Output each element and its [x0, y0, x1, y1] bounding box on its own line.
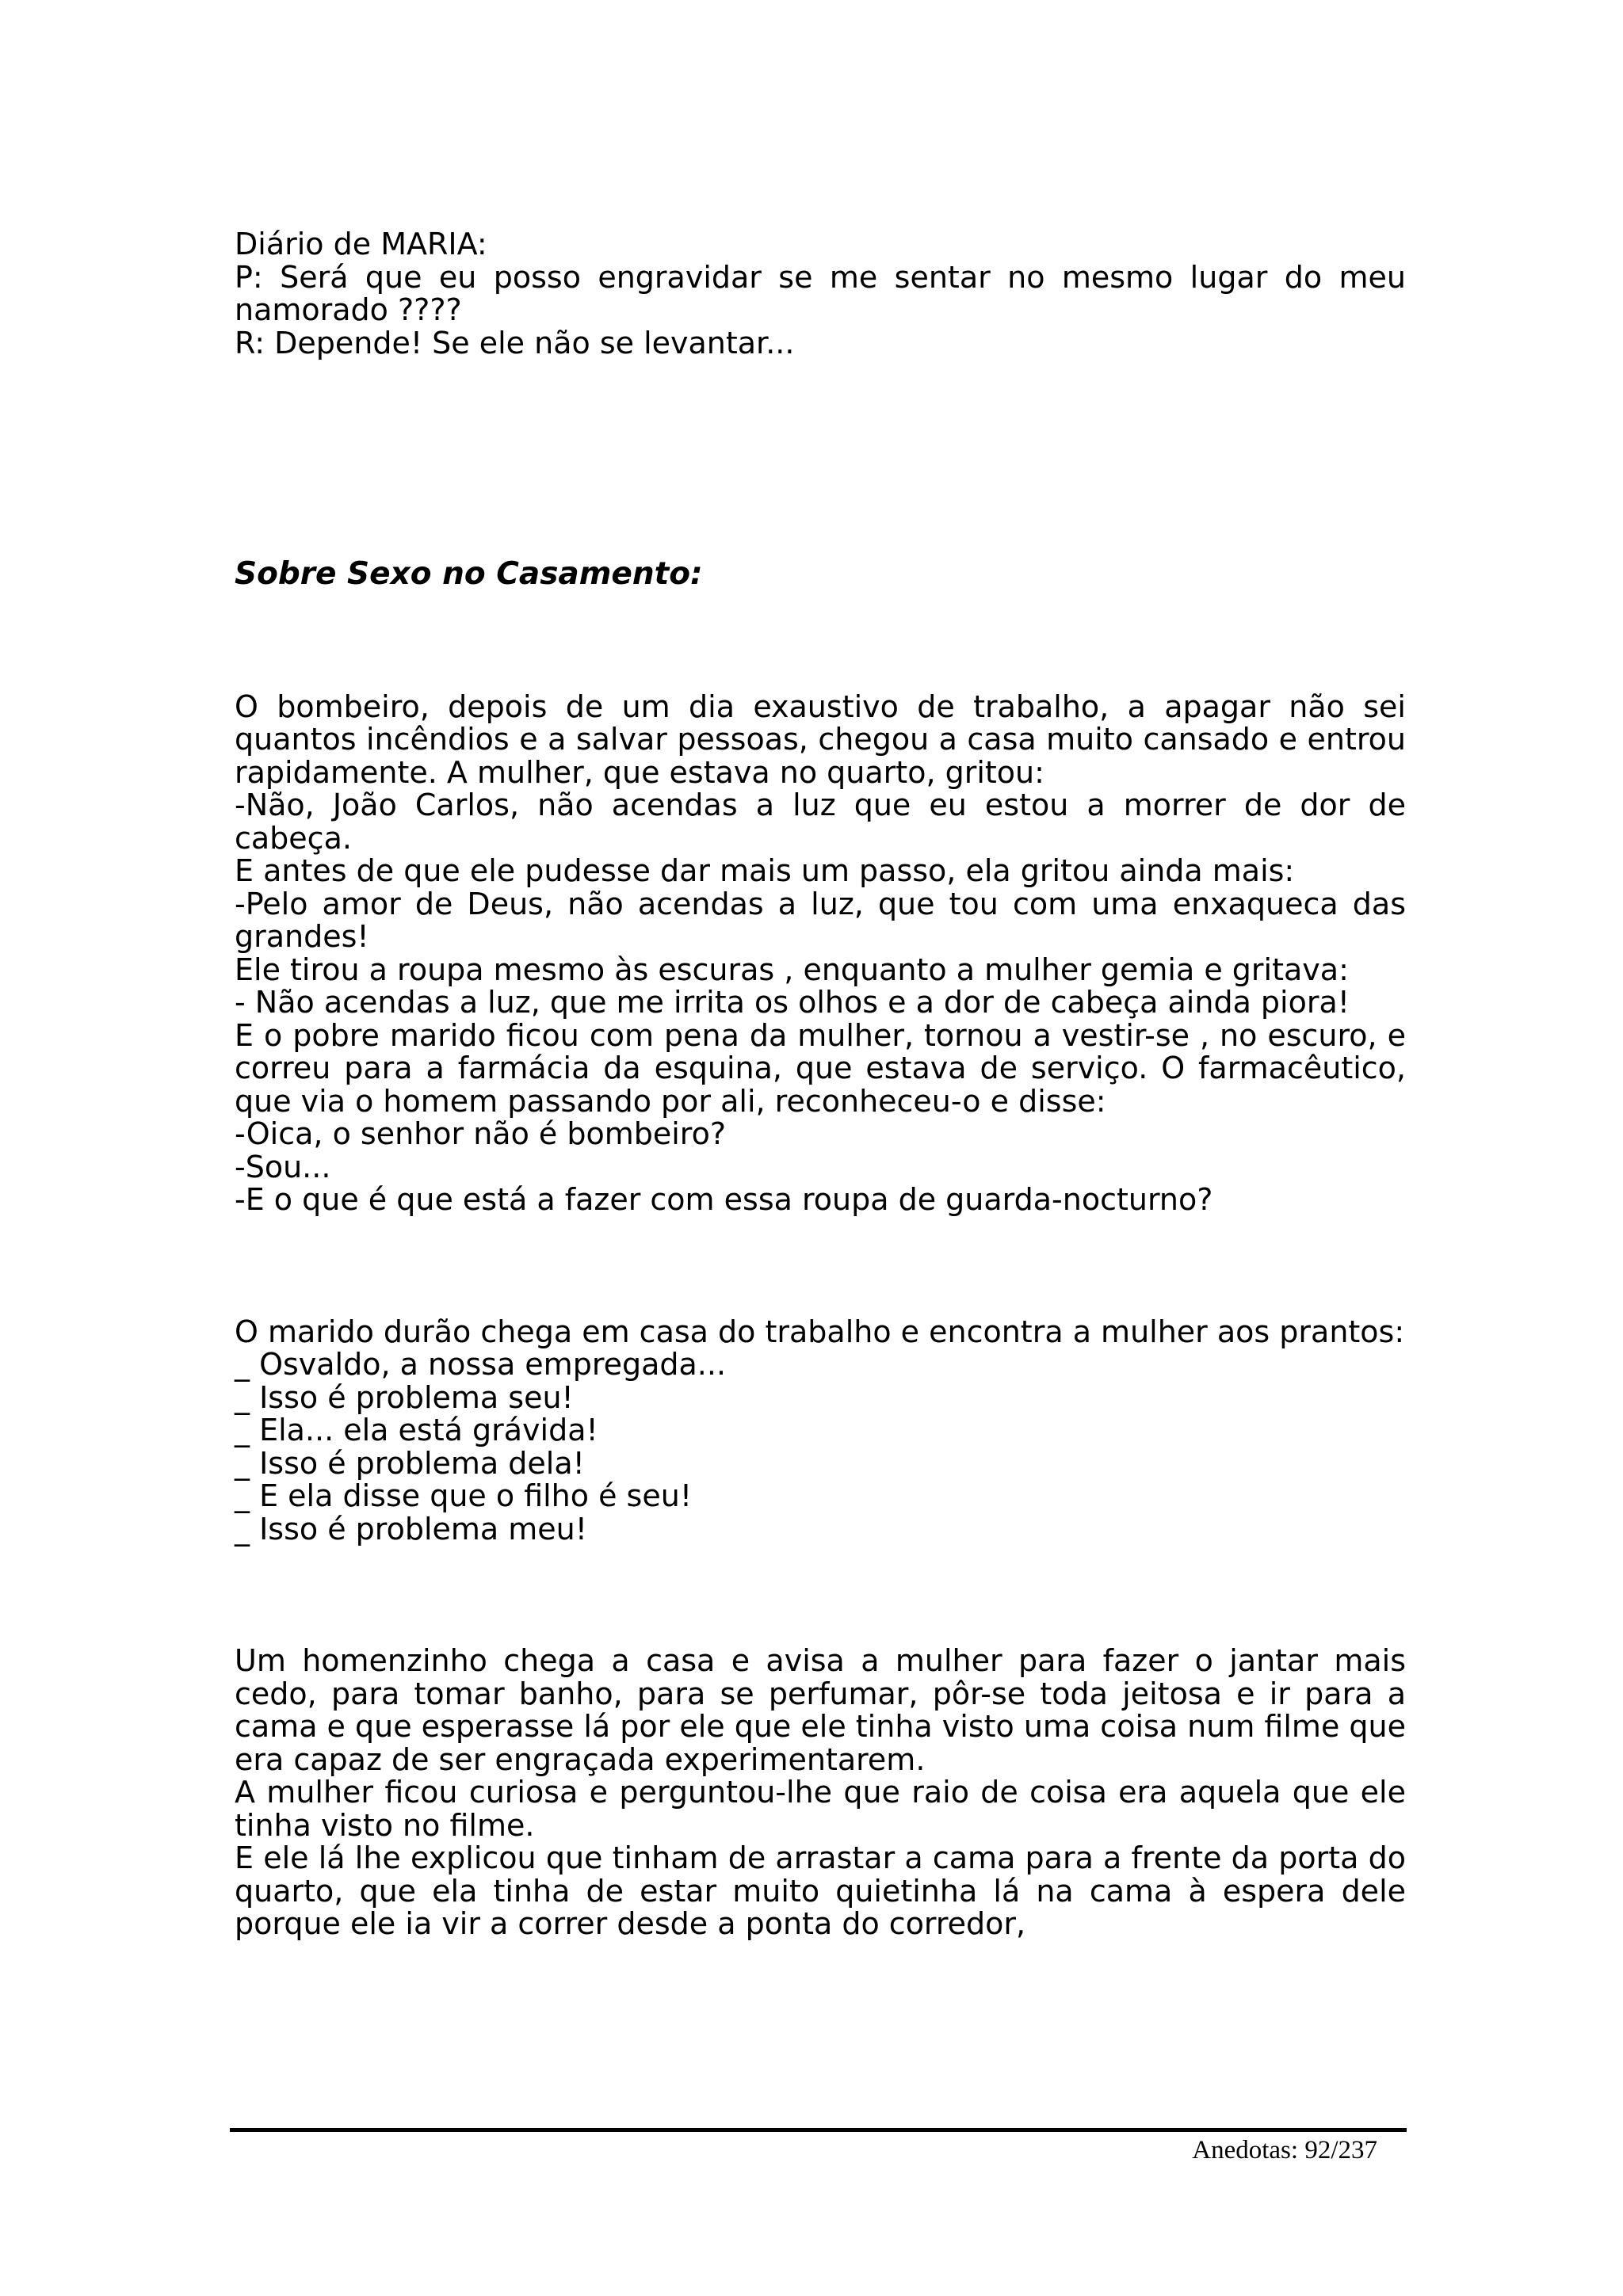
paragraph: -Oica, o senhor não é bombeiro? — [235, 1116, 727, 1151]
diario-question: P: Será que eu posso engravidar se me sentar no mesmo lugar do meu namorado ???? — [235, 259, 1406, 327]
paragraph: A mulher ficou curiosa e perguntou-lhe que raio de coisa era aquela que ele tinha visto no filme. — [235, 1775, 1406, 1843]
paragraph: -Pelo amor de Deus, não acendas a luz, que tou com uma enxaqueca das grandes! — [235, 886, 1406, 954]
paragraph: E antes de que ele pudesse dar mais um passo, ela gritou ainda mais: — [235, 853, 1295, 888]
paragraph: -Não, João Carlos, não acendas a luz que eu estou a morrer de dor de cabeça. — [235, 788, 1406, 856]
page-number: Anedotas: 92/237 — [1192, 2136, 1377, 2164]
paragraph: -Sou... — [235, 1149, 331, 1184]
paragraph: -E o que é que está a fazer com essa roupa de guarda-nocturno? — [235, 1182, 1213, 1217]
dialogue-line: _ Isso é problema seu! — [235, 1379, 574, 1415]
paragraph: Ele tirou a roupa mesmo às escuras , enquanto a mulher gemia e gritava: — [235, 952, 1349, 987]
paragraph: Um homenzinho chega a casa e avisa a mulher para fazer o jantar mais cedo, para tomar banho, para se perfumar, pôr-se toda jeitosa e ir para a cama e que esperasse lá por ele que ele tinha visto uma coisa num filme que era capaz de ser engraçada experimentarem. — [235, 1643, 1406, 1777]
diario-title: Diário de MARIA: — [235, 227, 487, 261]
diario-answer: R: Depende! Se ele não se levantar... — [235, 325, 795, 360]
joke-bombeiro — [235, 688, 1406, 1217]
dialogue-line: _ Isso é problema meu! — [235, 1511, 587, 1547]
paragraph: O marido durão chega em casa do trabalho e encontra a mulher aos prantos: — [235, 1314, 1405, 1349]
dialogue-line: _ Ela... ela está grávida! — [235, 1413, 598, 1447]
paragraph: O bombeiro, depois de um dia exaustivo de trabalho, a apagar não sei quantos incêndios e a salvar pessoas, chegou a casa muito cansado e entrou rapidamente. A mulher, que estava no quarto, gritou: — [235, 688, 1406, 790]
paragraph: E ele lá lhe explicou que tinham de arrastar a cama para a frente da porta do quarto, que ela tinha de estar muito quietinha lá na cama à espera dele porque ele ia vir a correr desde a ponta do corredor, — [235, 1840, 1406, 1941]
dialogue-line: _ Isso é problema dela! — [235, 1445, 585, 1481]
paragraph: E o pobre marido ficou com pena da mulher, tornou a vestir-se , no escuro, e correu para a farmácia da esquina, que estava de serviço. O farmacêutico, que via o homem passando por ali, reconheceu-o e disse: — [235, 1017, 1406, 1119]
joke-homenzinho — [235, 1645, 1406, 1941]
section-heading: Sobre Sexo no Casamento: — [235, 556, 703, 592]
paragraph: - Não acendas a luz, que me irrita os olhos e a dor de cabeça ainda piora! — [235, 985, 1350, 1020]
footer-rule — [230, 2128, 1407, 2132]
diario-block — [235, 228, 1406, 360]
joke-durao — [235, 1316, 1406, 1547]
dialogue-line: _ E ela disse que o filho é seu! — [235, 1478, 693, 1513]
page-body — [235, 228, 1406, 1941]
dialogue-line: _ Osvaldo, a nossa empregada... — [235, 1347, 727, 1382]
